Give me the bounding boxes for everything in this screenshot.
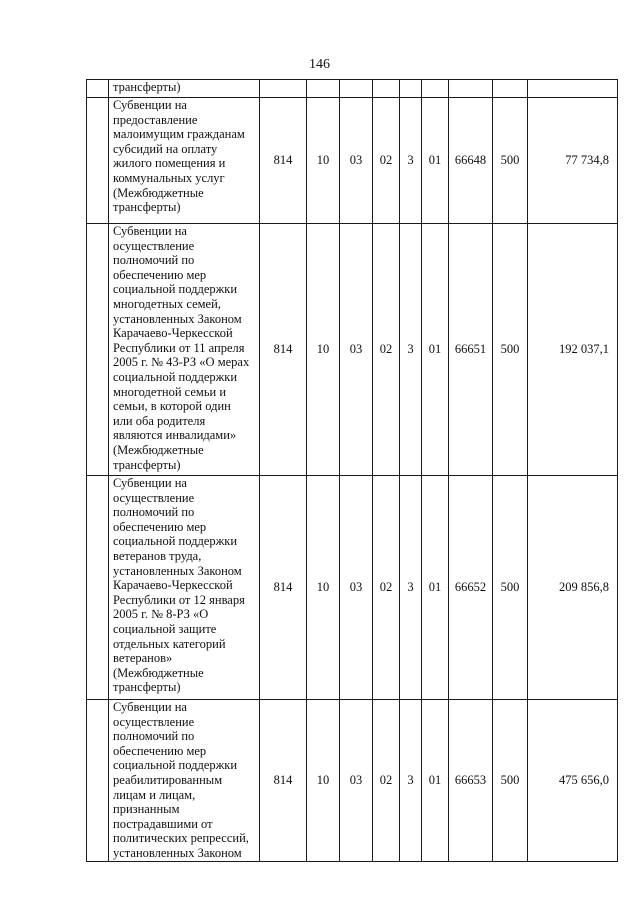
admin-code-cell [260,80,307,98]
item-name-line: трансферты) [113,457,181,472]
item-name-line: трансферты) [113,200,181,215]
sum-cell [528,80,618,98]
direction-code-cell [449,80,493,98]
main-event-code-cell: 01 [422,700,449,862]
item-name-line: установленных Законом [113,563,242,578]
admin-code-cell: 814 [260,476,307,700]
item-name-line: Субвенции на [113,98,187,112]
item-name-line: предоставление [113,112,198,127]
section-code-cell: 10 [307,476,340,700]
item-name-cell [109,476,260,700]
item-name-line: социальной поддержки [113,282,238,297]
program-code-cell: 02 [373,476,400,700]
subprogram-code-cell: 3 [400,224,422,476]
item-name-line: трансферты) [113,680,181,695]
sum-cell: 475 656,0 [528,700,618,862]
expense-type-code-cell: 500 [493,98,528,224]
item-name-line: ветеранов труда, [113,548,202,563]
sum-cell: 192 037,1 [528,224,618,476]
admin-code-cell: 814 [260,700,307,862]
item-name-line: политических репрессий, [113,831,249,846]
item-name-line: установленных Законом [113,311,242,326]
item-name-line: обеспечению мер [113,267,207,282]
number-cell [87,224,109,476]
program-code-cell [373,80,400,98]
section-code-cell: 10 [307,700,340,862]
item-name-line: реабилитированным [113,772,223,787]
item-name-line: полномочий по [113,729,195,744]
admin-code-cell: 814 [260,98,307,224]
direction-code-cell: 66648 [449,98,493,224]
item-name-line: коммунальных услуг [113,170,225,185]
item-name-line: социальной поддержки [113,369,238,384]
table-row [87,80,618,98]
item-name-line: многодетных семей, [113,296,221,311]
number-cell [87,700,109,862]
item-name-line: субсидий на оплату [113,141,218,156]
item-name-line: многодетной семьи и [113,384,227,399]
item-name-line: (Межбюджетные [113,185,204,200]
subsection-code-cell: 03 [340,476,373,700]
direction-code-cell: 66651 [449,224,493,476]
item-name-line: осуществление [113,490,195,505]
item-name-line: трансферты) [113,80,181,94]
item-name-line: ветеранов» [113,651,173,666]
expense-type-code-cell: 500 [493,476,528,700]
item-name-line: обеспечению мер [113,743,207,758]
item-name-cell [109,98,260,224]
item-name-line: Субвенции на [113,476,187,490]
main-event-code-cell [422,80,449,98]
admin-code-cell: 814 [260,224,307,476]
table-row [87,98,618,224]
item-name-line: (Межбюджетные [113,665,204,680]
item-name-line: лицам и лицам, [113,787,196,802]
item-name-line: Субвенции на [113,700,187,714]
table-row [87,700,618,862]
direction-code-cell: 66653 [449,700,493,862]
item-name-line: пострадавшими от [113,816,213,831]
item-name-line: 2005 г. № 43-РЗ «О мерах [113,355,250,370]
program-code-cell: 02 [373,224,400,476]
item-name-line: осуществление [113,714,195,729]
item-name-line: полномочий по [113,253,195,268]
table-row [87,476,618,700]
item-name-line: Карачаево-Черкесской [113,578,233,593]
subsection-code-cell [340,80,373,98]
item-name-line: социальной поддержки [113,758,238,773]
item-name-line: жилого помещения и [113,156,226,171]
expense-type-code-cell: 500 [493,700,528,862]
item-name-cell [109,700,260,862]
subsection-code-cell: 03 [340,224,373,476]
main-event-code-cell: 01 [422,476,449,700]
section-code-cell: 10 [307,224,340,476]
subprogram-code-cell: 3 [400,476,422,700]
subprogram-code-cell: 3 [400,98,422,224]
subsection-code-cell: 03 [340,700,373,862]
number-cell [87,80,109,98]
page-number: 146 [309,57,330,72]
item-name-cell [109,224,260,476]
item-name-line: (Межбюджетные [113,442,204,457]
item-name-line: 2005 г. № 8-РЗ «О [113,607,209,622]
item-name-line: отдельных категорий [113,636,226,651]
item-name-line: или оба родителя [113,413,206,428]
subprogram-code-cell [400,80,422,98]
item-name-line: Субвенции на [113,224,187,238]
main-event-code-cell: 01 [422,224,449,476]
item-name-line: социальной поддержки [113,534,238,549]
item-name-line: Карачаево-Черкесской [113,326,233,341]
subprogram-code-cell: 3 [400,700,422,862]
number-cell [87,98,109,224]
program-code-cell: 02 [373,98,400,224]
section-code-cell: 10 [307,98,340,224]
program-code-cell: 02 [373,700,400,862]
direction-code-cell: 66652 [449,476,493,700]
subsection-code-cell: 03 [340,98,373,224]
item-name-line: Республики от 11 апреля [113,340,245,355]
main-event-code-cell: 01 [422,98,449,224]
item-name-line: семьи, в которой один [113,399,231,414]
table-row [87,224,618,476]
item-name-line: признанным [113,802,180,817]
item-name-line: обеспечению мер [113,519,207,534]
sum-cell: 77 734,8 [528,98,618,224]
item-name-cell [109,80,260,98]
item-name-line: являются инвалидами» [113,428,237,443]
sum-cell: 209 856,8 [528,476,618,700]
item-name-line: полномочий по [113,505,195,520]
item-name-line: установленных Законом [113,845,242,860]
number-cell [87,476,109,700]
item-name-line: Республики от 12 января [113,592,245,607]
expense-type-code-cell: 500 [493,224,528,476]
section-code-cell [307,80,340,98]
item-name-line: социальной защите [113,621,217,636]
budget-table [86,79,618,862]
item-name-line: осуществление [113,238,195,253]
expense-type-code-cell [493,80,528,98]
item-name-line: малоимущим гражданам [113,127,245,142]
